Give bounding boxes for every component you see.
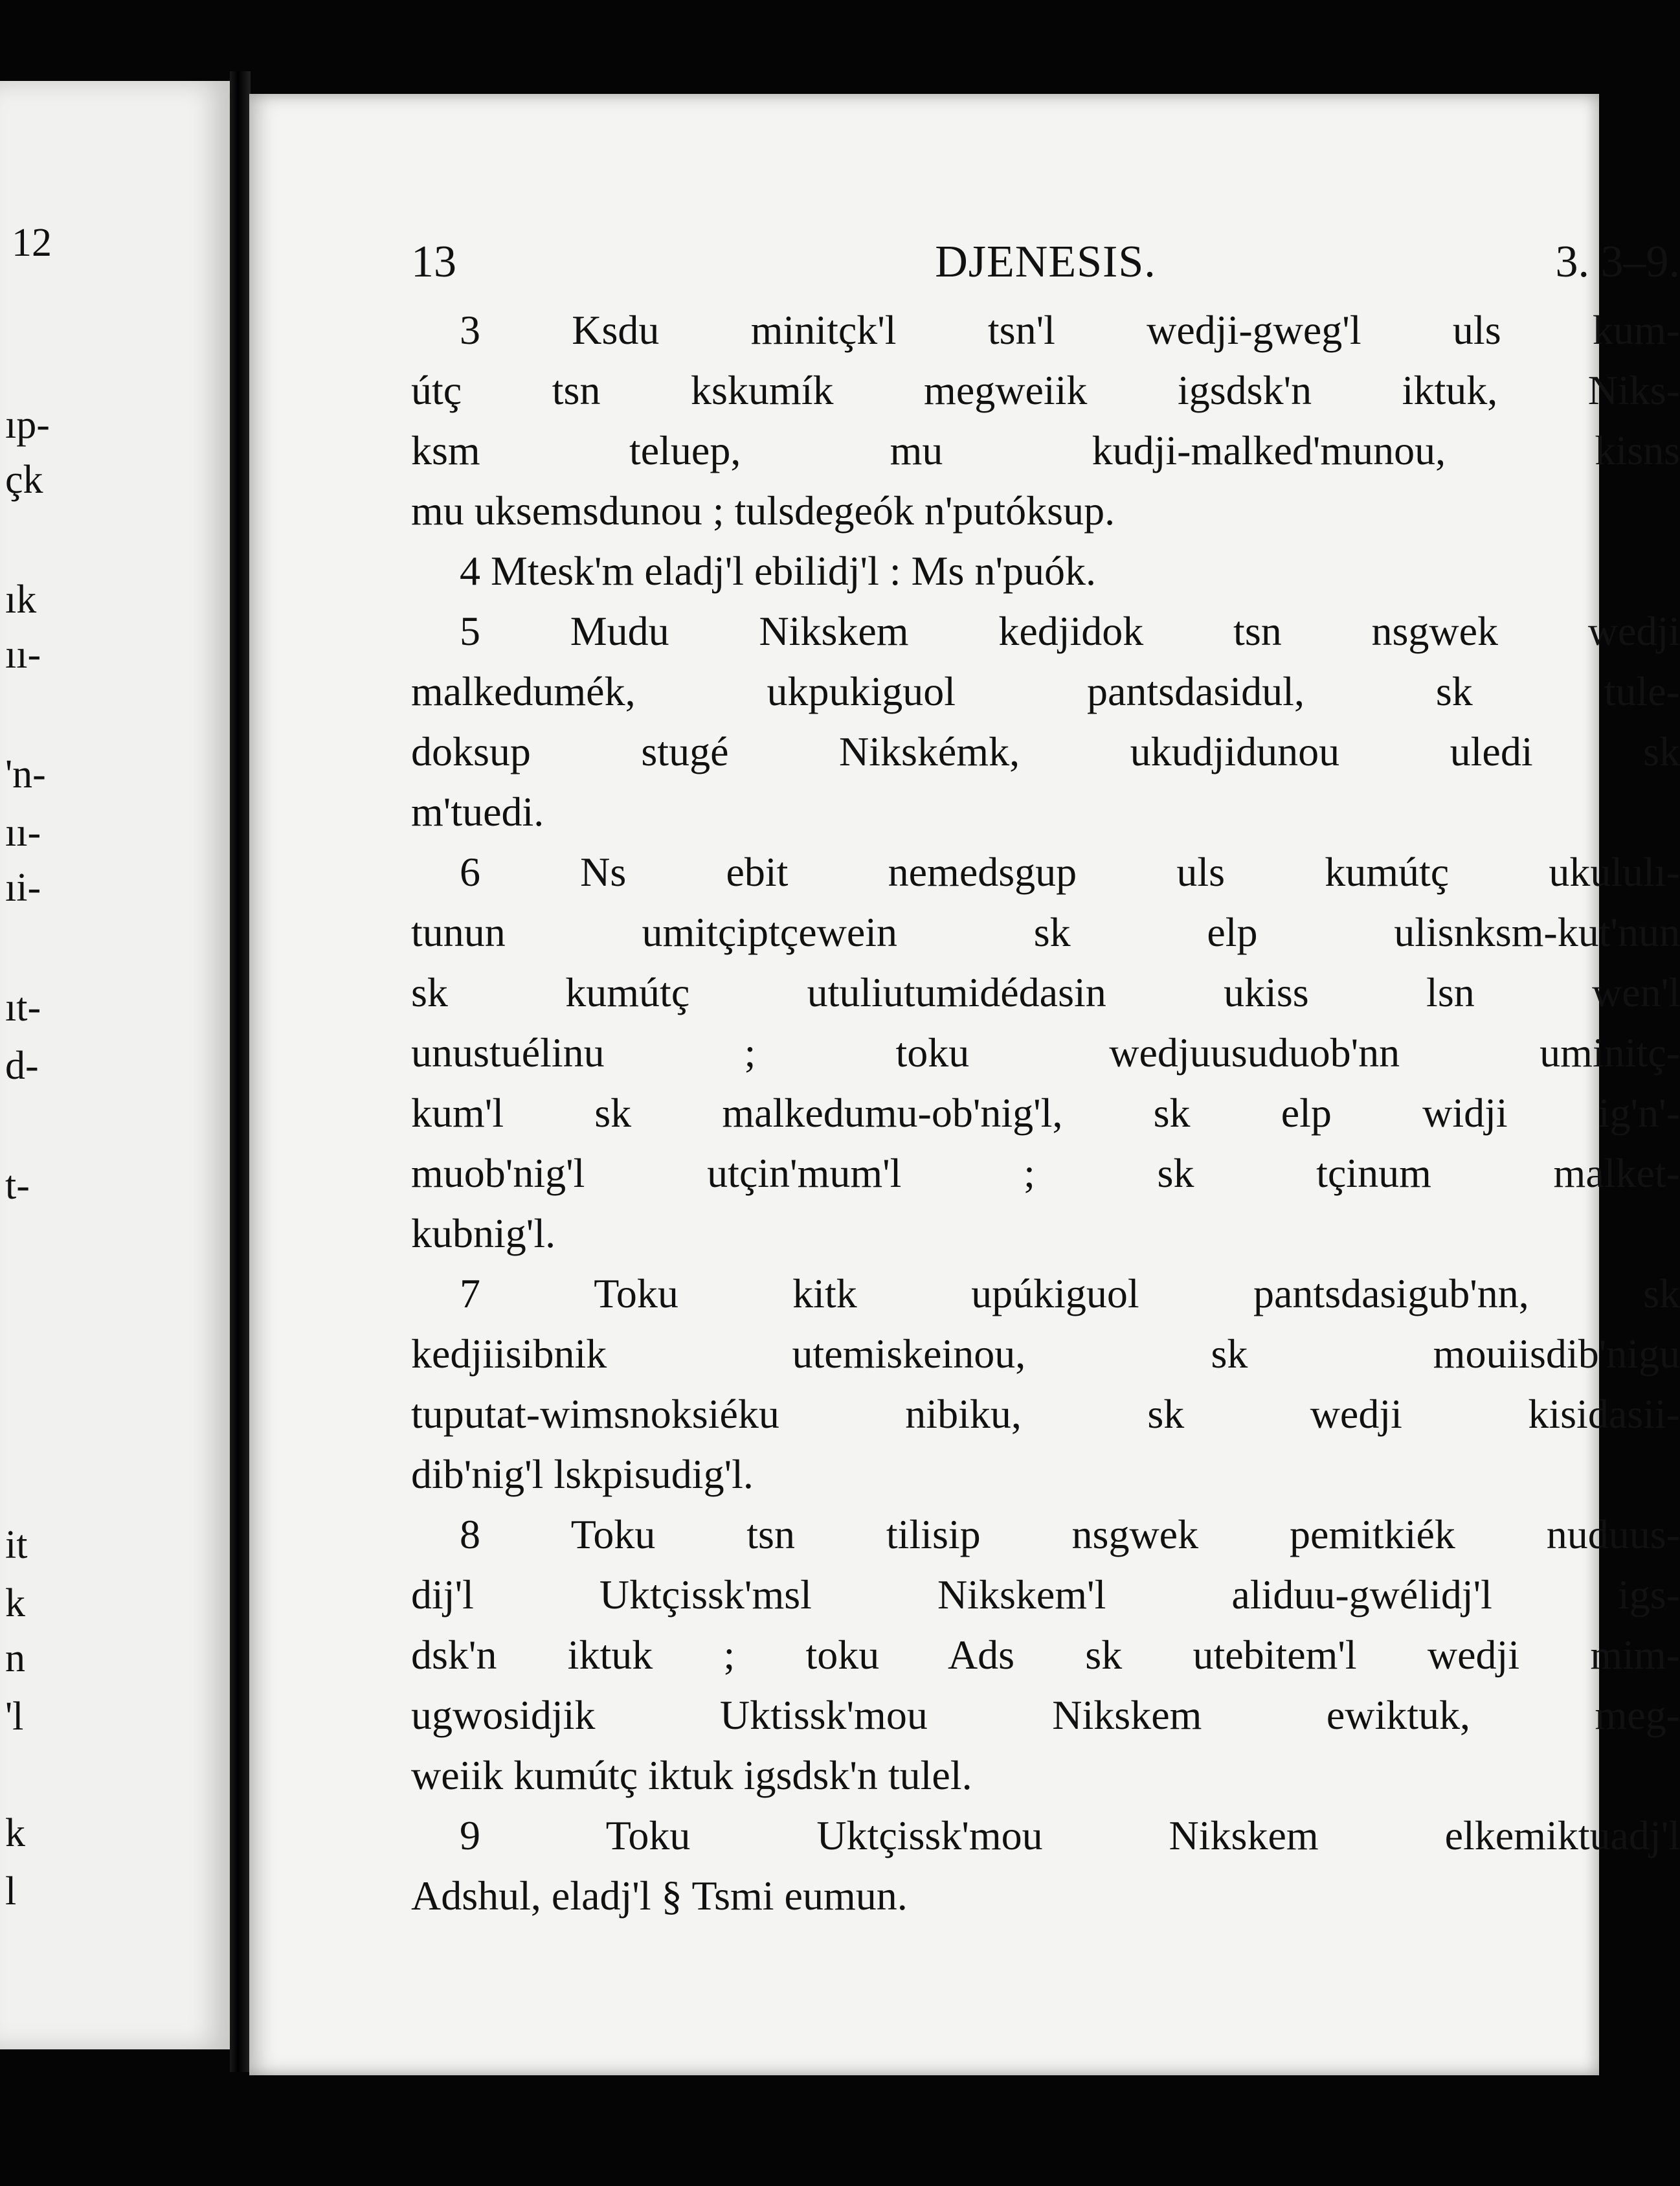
text-line: kubnig'l. (411, 1210, 556, 1256)
line-fragment: t- (5, 1164, 30, 1208)
body-text (411, 300, 1680, 1926)
verse-paragraph (411, 1263, 1680, 1504)
line-fragment: çk (5, 458, 43, 502)
text-line: unustuélinu ; toku wedjuusuduob'nn uminitç- (411, 1030, 1680, 1076)
text-line: weiik kumútç iktuk igsdsk'n tulel. (411, 1752, 972, 1798)
text-line: sk kumútç utuliutumidédasin ukiss lsn wen'l (411, 969, 1680, 1015)
text-line: 7 Toku kitk upúkiguol pantsdasigub'nn, sk (460, 1270, 1680, 1316)
verse-paragraph (411, 842, 1680, 1263)
previous-page (0, 81, 233, 2049)
text-line: dij'l Uktçissk'msl Nikskem'l aliduu-gwélidj'l igs- (411, 1572, 1680, 1617)
text-line: ksm teluep, mu kudji-malked'munou, kisns (411, 427, 1680, 473)
line-fragment: l (5, 1869, 17, 1913)
text-line: 8 Toku tsn tilisip nsgwek pemitkiék nuduus- (460, 1511, 1680, 1557)
line-fragment: ıp- (5, 403, 50, 447)
book-title: DJENESIS. (935, 237, 1156, 287)
text-line: útç tsn kskumík megweiik igsdsk'n iktuk, Niks- (411, 367, 1680, 413)
previous-page-number: 12 (12, 221, 52, 265)
book-gutter (230, 71, 251, 2072)
text-line: tunun umitçiptçewein sk elp ulisnksm-kut'nun (411, 909, 1680, 955)
text-line: 5 Mudu Nikskem kedjidok tsn nsgwek wedji (460, 608, 1680, 654)
line-fragment: n (5, 1636, 25, 1680)
text-line: tuputat-wimsnoksiéku nibiku, sk wedji kisidasii- (411, 1391, 1680, 1437)
line-fragment: ık (5, 578, 37, 622)
verse-paragraph (411, 541, 1680, 601)
text-line: 4 Mtesk'm eladj'l ebilidj'l : Ms n'puók. (460, 548, 1096, 594)
verse-paragraph (411, 1805, 1680, 1926)
line-fragment: k (5, 1581, 25, 1625)
text-line: dsk'n iktuk ; toku Ads sk utebitem'l wedji mim- (411, 1632, 1680, 1678)
running-head (411, 236, 1680, 295)
text-line: kum'l sk malkedumu-ob'nig'l, sk elp widji ig'n'- (411, 1090, 1680, 1136)
page-number: 13 (411, 237, 456, 287)
text-line: malkedumék, ukpukiguol pantsdasidul, sk tule- (411, 668, 1680, 714)
verse-paragraph (411, 1504, 1680, 1805)
line-fragment: d- (5, 1044, 39, 1088)
text-line: mu uksemsdunou ; tulsdegeók n'putóksup. (411, 488, 1115, 534)
line-fragment: ıı- (5, 811, 41, 855)
current-page (249, 94, 1680, 2075)
text-line: 3 Ksdu minitçk'l tsn'l wedji-gweg'l uls kum- (460, 307, 1680, 353)
text-line: dib'nig'l lskpisudig'l. (411, 1451, 754, 1497)
verse-paragraph (411, 300, 1680, 541)
text-line: kedjiisibnik utemiskeinou, sk mouiisdib'nigu (411, 1331, 1680, 1377)
line-fragment: 'n- (5, 752, 46, 796)
line-fragment: k (5, 1811, 25, 1855)
text-line: 6 Ns ebit nemedsgup uls kumútç ukululı- (460, 849, 1680, 895)
chapter-verse-range: 3. 3–9. (1555, 237, 1680, 287)
verse-paragraph (411, 601, 1680, 842)
text-line: Adshul, eladj'l § Tsmi eumun. (411, 1873, 908, 1919)
text-line: m'tuedi. (411, 789, 544, 835)
text-line: 9 Toku Uktçissk'mou Nikskem elkemiktuadj'l (460, 1812, 1680, 1858)
line-fragment: ıt- (5, 986, 41, 1030)
line-fragment: ıı- (5, 633, 41, 677)
line-fragment: it (5, 1523, 28, 1567)
line-fragment: 'l (5, 1695, 24, 1739)
text-line: doksup stugé Nikskémk, ukudjidunou uledi sk (411, 728, 1680, 774)
text-line: ugwosidjik Uktissk'mou Nikskem ewiktuk, meg- (411, 1692, 1680, 1738)
text-line: muob'nig'l utçin'mum'l ; sk tçinum malket- (411, 1150, 1680, 1196)
line-fragment: ıi- (5, 866, 41, 910)
